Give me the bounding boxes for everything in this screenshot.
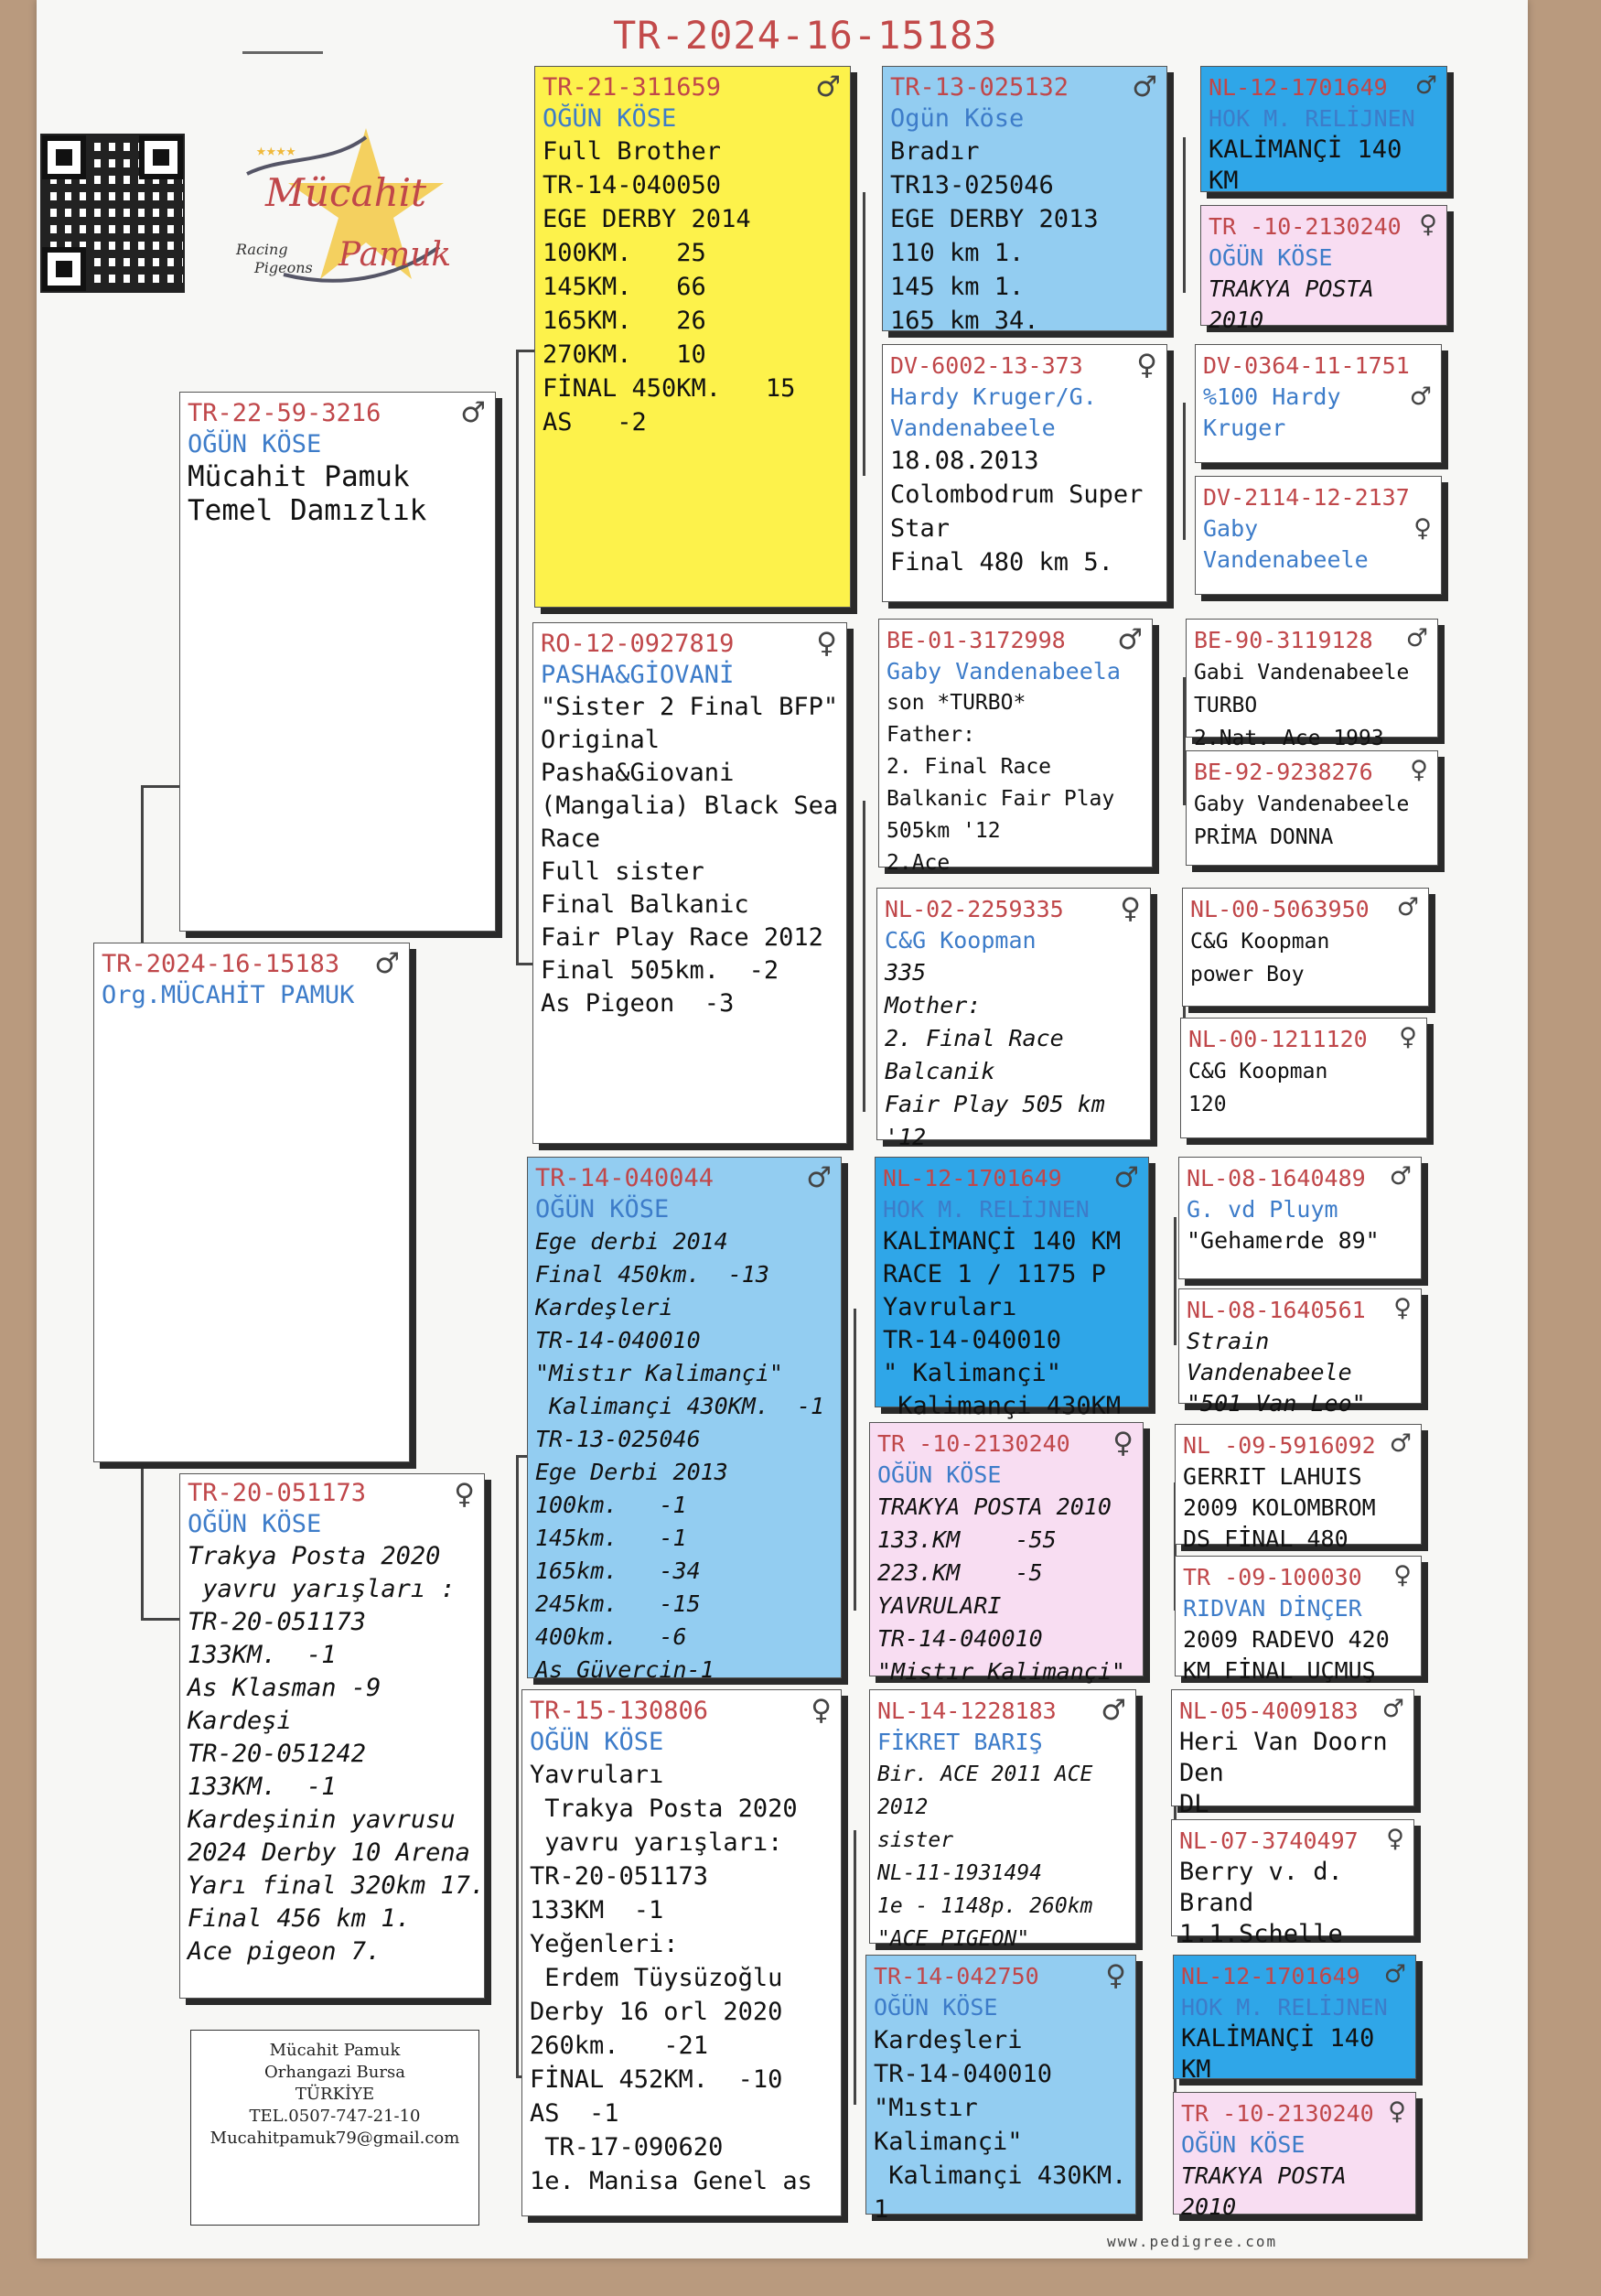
pigeon-line: Pasha&Giovani (541, 759, 735, 787)
ring-number: TR -10-2130240 (1181, 2100, 1374, 2127)
pigeon-card-dam-sire (527, 1157, 842, 1683)
connector (516, 1455, 519, 2077)
ring-number: NL-08-1640561 (1187, 1297, 1366, 1323)
male-symbol-icon: ♂ (1117, 623, 1143, 656)
pigeon-line: KALİMANÇİ 140 (1181, 2024, 1375, 2053)
pigeon-line: KM FİNAL UÇMUŞ (1183, 1657, 1376, 1684)
pigeon-line: Star (890, 514, 951, 543)
pigeon-line: Gabi Vandenabeele (1194, 661, 1410, 684)
pigeon-line: Kardeşleri (874, 2026, 1023, 2054)
pigeon-line: TR-14-040010 (874, 2060, 1053, 2088)
connector (1183, 403, 1186, 540)
pigeon-line: Kalimançi" (874, 2128, 1023, 2156)
pigeon-line: 133KM -1 (530, 1896, 664, 1924)
male-symbol-icon: ♂ (1389, 1429, 1412, 1458)
pigeon-card-sssd (1200, 205, 1447, 333)
pigeon-line: 18.08.2013 (890, 447, 1039, 475)
connector (141, 1618, 179, 1621)
pigeon-line: Bradır (890, 137, 980, 166)
pigeon-card-dsd (869, 1422, 1144, 1685)
owner-name: PASHA&GİOVANİ (541, 661, 735, 689)
pigeon-line: "ACE PIGEON" (877, 1927, 1030, 1951)
ring-number: NL-05-4009183 (1179, 1698, 1359, 1724)
contact-line: Mücahit Pamuk (269, 2041, 401, 2060)
female-symbol-icon: ♀ (1105, 1959, 1126, 1992)
pigeon-line: TR-14-040010 (877, 1625, 1043, 1652)
ring-number: TR-21-311659 (543, 73, 722, 102)
pigeon-card-ssss (1200, 66, 1447, 195)
svg-text:★★★★: ★★★★ (256, 141, 296, 160)
pigeon-line: Balkanic Fair Play (886, 787, 1115, 811)
pigeon-line: Yarı final 320km 17. (188, 1871, 486, 1900)
female-symbol-icon: ♀ (1120, 892, 1141, 925)
owner-name: Org.MÜCAHİT PAMUK (102, 981, 355, 1009)
pigeon-line: TR-14-040010 (535, 1327, 701, 1353)
owner-name: OĞÜN KÖSE (535, 1195, 670, 1223)
female-symbol-icon: ♀ (1393, 1561, 1412, 1590)
female-symbol-icon: ♀ (1136, 349, 1157, 382)
owner-name: Gaby Vandenabeela (886, 658, 1121, 684)
pigeon-card-sdds (1182, 888, 1429, 1007)
male-symbol-icon: ♂ (1405, 624, 1428, 652)
pigeon-line: 110 km 1. (890, 239, 1025, 267)
pigeon-card-dsss (1178, 1157, 1422, 1279)
pigeon-line: 1e - 1148p. 260km (877, 1894, 1093, 1918)
pigeon-line: EGE DERBY 2013 (890, 205, 1099, 233)
connector (863, 801, 865, 1112)
pigeon-line: Final 505km. -2 (541, 956, 779, 985)
pigeon-line: Heri Van Doorn (1179, 1728, 1388, 1756)
ring-number: NL -09-5916092 (1183, 1432, 1376, 1459)
owner-name: %100 Hardy Kruger (1203, 383, 1341, 441)
pigeon-line: Gaby Vandenabeele (1194, 792, 1410, 816)
pigeon-line: 223.KM -5 (877, 1559, 1043, 1586)
pigeon-card-ddd (865, 1955, 1136, 2224)
pigeon-line: C&G Koopman (1188, 1060, 1328, 1083)
ring-number: TR-13-025132 (890, 73, 1069, 102)
contact-line: TEL.0507-747-21-10 (249, 2107, 421, 2126)
pigeon-line: Vandenabeele (1187, 1359, 1352, 1385)
pigeon-line: (Mangalia) Black Sea (541, 792, 839, 820)
pigeon-line: 2.Ace (886, 851, 951, 875)
pigeon-line: RACE 1 / 1175 P (883, 1260, 1106, 1288)
pigeon-line: Strain (1187, 1328, 1270, 1354)
logo-script: Mücahit (265, 170, 426, 215)
pigeon-line: son *TURBO* (886, 691, 1026, 715)
pigeon-card-ddsd (1171, 1819, 1414, 1948)
owner-name: OĞÜN KÖSE (188, 1510, 322, 1538)
pigeon-line: TR-13-025046 (535, 1426, 701, 1452)
male-symbol-icon: ♂ (374, 947, 400, 980)
ring-number: TR -09-100030 (1183, 1564, 1362, 1590)
owner-name: OĞÜN KÖSE (530, 1728, 664, 1756)
female-symbol-icon: ♀ (1388, 2097, 1406, 2126)
pigeon-line: Ace pigeon 7. (188, 1937, 381, 1966)
top-dash (242, 51, 323, 54)
pigeon-line: Temel Damızlık (188, 494, 427, 527)
pigeon-line: Kalimançi 430KM (883, 1392, 1122, 1420)
male-symbol-icon: ♂ (1389, 1162, 1412, 1191)
pigeon-line: yavru yarışları : (188, 1575, 456, 1603)
pigeon-line: "Gehamerde 89" (1187, 1227, 1380, 1254)
owner-name: OĞÜN KÖSE (1209, 244, 1333, 271)
connector (1174, 1217, 1177, 1345)
pigeon-line: 1.1.Schelle (1179, 1920, 1343, 1948)
female-symbol-icon: ♀ (1386, 1825, 1404, 1853)
pigeon-card-subject (93, 943, 410, 1462)
pigeon-line: " Kalimançi" (883, 1359, 1062, 1387)
ring-number: NL-08-1640489 (1187, 1165, 1366, 1191)
pigeon-line: TR-14-040050 (543, 171, 722, 199)
female-symbol-icon: ♀ (1419, 210, 1437, 239)
pigeon-line: Final 450km. -13 (535, 1261, 769, 1288)
ring-number: BE-92-9238276 (1194, 759, 1373, 785)
pigeon-line: FİNAL 450KM. 15 (543, 374, 796, 403)
pigeon-line: FİNAL 452KM. -10 (530, 2065, 783, 2094)
male-symbol-icon: ♂ (1414, 71, 1437, 100)
pigeon-line: '12 (885, 1124, 927, 1150)
pigeon-card-sss (882, 66, 1167, 335)
ring-number: TR-15-130806 (530, 1697, 709, 1725)
pigeon-line: Den (1179, 1759, 1224, 1787)
pigeon-card-ssdd (1195, 476, 1442, 595)
pigeon-line: Kalimançi 430KM. -1 (535, 1393, 825, 1419)
pigeon-line: TR-20-051173 (530, 1862, 709, 1891)
female-symbol-icon: ♀ (811, 1694, 832, 1727)
ring-number: TR-20-051173 (188, 1479, 367, 1507)
pigeon-line: 120 (1188, 1093, 1227, 1116)
pigeon-card-sire-sire (534, 66, 851, 608)
pigeon-line: 145KM. 66 (543, 273, 706, 301)
pigeon-line: Trakya Posta 2020 (188, 1542, 441, 1570)
ring-number: BE-90-3119128 (1194, 627, 1373, 653)
pigeon-line: KM (1209, 167, 1239, 195)
female-symbol-icon: ♀ (1112, 1427, 1134, 1460)
pigeon-line: Balcanik (885, 1058, 995, 1084)
connector (1183, 137, 1186, 293)
pigeon-line: YAVRULARI (877, 1592, 1002, 1619)
pigeon-line: TR-14-040010 (883, 1326, 1062, 1354)
owner-name: Ogün Köse (890, 104, 1025, 133)
pigeon-line: Derby 16 orl 2020 (530, 1998, 783, 2026)
pigeon-line: "Mistır Kalimançi" (535, 1360, 783, 1386)
pigeon-line: Berry v. d. (1179, 1858, 1343, 1886)
pigeon-line: As Klasman -9 (188, 1674, 381, 1702)
pigeon-line: 2.Nat. Ace 1993 (1194, 727, 1384, 750)
pigeon-card-sire (179, 392, 496, 932)
pigeon-line: Original (541, 726, 661, 754)
contact-line: Mucahitpamuk79@gmail.com (210, 2129, 460, 2148)
pigeon-line: Mother: (885, 992, 982, 1019)
owner-name: Gaby Vandenabeele (1203, 515, 1369, 573)
pigeon-line: TRAKYA POSTA 2010 (877, 1493, 1112, 1520)
pigeon-line: 100KM. 25 (543, 239, 706, 267)
pigeon-line: As Pigeon -3 (541, 989, 735, 1018)
pigeon-line: EGE DERBY 2014 (543, 205, 751, 233)
pigeon-line: Ege derbi 2014 (535, 1228, 728, 1255)
pigeon-line: 2009 RADEVO 420 (1183, 1626, 1390, 1653)
logo-brand: Pamuk (338, 236, 452, 274)
pigeon-line: TR-17-090620 (530, 2133, 724, 2161)
female-symbol-icon: ♀ (1410, 756, 1428, 784)
female-symbol-icon: ♀ (1393, 1294, 1412, 1322)
pigeon-line: 1 (874, 2195, 889, 2224)
pigeon-line: 2010 (1209, 307, 1264, 333)
connector (854, 1309, 856, 1611)
pigeon-line: GERRIT LAHUIS (1183, 1463, 1362, 1490)
ring-number: NL-12-1701649 (1181, 1963, 1360, 1989)
logo-sub2: Pigeons (254, 259, 313, 276)
ring-number: TR-14-042750 (874, 1963, 1039, 1989)
pigeon-card-sddd (1180, 1018, 1427, 1138)
pigeon-line: Kardeşi (188, 1707, 292, 1735)
pigeon-line: PRİMA DONNA (1194, 825, 1334, 849)
pigeon-card-dam-dam (521, 1689, 842, 2216)
pigeon-line: 165 km 34. (890, 307, 1039, 335)
pigeon-card-sire-dam (532, 622, 847, 1144)
pigeon-line: Mücahit Pamuk (188, 460, 410, 493)
pigeon-line: AS -2 (543, 408, 647, 437)
pigeon-card-ddds (1173, 1955, 1416, 2084)
pigeon-card-sds (878, 619, 1153, 875)
pigeon-line: 165KM. 26 (543, 307, 706, 335)
pigeon-card-dsds (1175, 1424, 1422, 1552)
ring-number: NL-02-2259335 (885, 896, 1064, 922)
male-symbol-icon: ♂ (1383, 1960, 1406, 1989)
pigeon-line: 133.KM -55 (877, 1526, 1057, 1553)
contact-box (190, 2030, 479, 2226)
pigeon-card-dam (179, 1473, 485, 1999)
pigeon-line: TR13-025046 (890, 171, 1054, 199)
ring-number: NL-12-1701649 (883, 1165, 1062, 1191)
pigeon-line: KALİMANÇİ 140 (1209, 135, 1402, 164)
pigeon-line: DL (1179, 1790, 1209, 1818)
owner-name: Hardy Kruger/G. Vandenabeele (890, 383, 1097, 441)
owner-name: OĞÜN KÖSE (877, 1461, 1002, 1488)
pigeon-line: 165km. -34 (535, 1558, 701, 1584)
connector (854, 1830, 856, 2105)
male-symbol-icon: ♂ (1409, 383, 1432, 411)
male-symbol-icon: ♂ (1132, 70, 1157, 103)
pigeon-line: TURBO (1194, 694, 1258, 717)
pigeon-line: TR-20-051173 (188, 1608, 367, 1636)
pigeon-card-ssds (1195, 344, 1442, 463)
ring-number: NL-00-5063950 (1190, 896, 1370, 922)
connector (516, 350, 536, 352)
pigeon-line: Final Balkanic (541, 890, 749, 919)
owner-name: OĞÜN KÖSE (188, 430, 322, 458)
ring-number: NL-00-1211120 (1188, 1026, 1368, 1052)
ring-number: BE-01-3172998 (886, 627, 1066, 653)
male-symbol-icon: ♂ (1101, 1694, 1126, 1727)
owner-name: OĞÜN KÖSE (1181, 2131, 1306, 2158)
pigeon-line: 133KM. -1 (188, 1641, 337, 1669)
pigeon-line: 400km. -6 (535, 1623, 687, 1650)
male-symbol-icon: ♂ (1396, 893, 1419, 922)
male-symbol-icon: ♂ (815, 70, 841, 103)
pigeon-card-sdd (876, 888, 1151, 1150)
ring-number: NL-14-1228183 (877, 1698, 1057, 1724)
pigeon-line: Erdem Tüysüzoğlu (530, 1964, 783, 1992)
pigeon-line: 133KM. -1 (188, 1773, 337, 1801)
pigeon-line: Kardeşinin yavrusu (188, 1806, 456, 1834)
owner-name: OĞÜN KÖSE (874, 1994, 998, 2021)
pigeon-card-dssd (1178, 1288, 1422, 1417)
pigeon-line: TRAKYA POSTA (1209, 275, 1374, 302)
male-symbol-icon: ♂ (1381, 1695, 1404, 1723)
pigeon-line: 145km. -1 (535, 1525, 687, 1551)
pigeon-line: 100km. -1 (535, 1492, 687, 1518)
ring-number: TR -10-2130240 (1209, 213, 1402, 240)
logo (229, 119, 457, 302)
pigeon-line: Bir. ACE 2011 ACE (877, 1762, 1093, 1786)
pigeon-card-dddd (1173, 2092, 1416, 2220)
pigeon-line: 260km. -21 (530, 2032, 709, 2060)
footer-url: www.pedigree.com (1107, 2233, 1278, 2250)
logo-sub1: Racing (236, 241, 288, 258)
contact-line: Orhangazi Bursa (264, 2063, 405, 2082)
pigeon-line: TR-20-051242 (188, 1740, 367, 1768)
pigeon-line: As Güvercin-1 (535, 1656, 715, 1683)
pigeon-line: Ege Derbi 2013 (535, 1459, 728, 1485)
pigeon-line: DS FİNAL 480 (1183, 1525, 1348, 1552)
pigeon-line: 335 (885, 959, 927, 986)
connector (141, 1455, 144, 1620)
ring-number: TR-14-040044 (535, 1164, 715, 1192)
male-symbol-icon: ♂ (460, 396, 486, 429)
owner-name: RIDVAN DİNÇER (1183, 1595, 1362, 1622)
pigeon-line: Yeğenleri: (530, 1930, 679, 1958)
pigeon-line: NL-11-1931494 (877, 1861, 1043, 1885)
pigeon-line: Yavruları (530, 1761, 664, 1789)
pigeon-line: 505km '12 (886, 819, 1001, 843)
pigeon-line: sister (877, 1828, 954, 1852)
ring-number: DV-6002-13-373 (890, 352, 1083, 379)
pigeon-card-ddss (1171, 1689, 1414, 1818)
pigeon-card-dss (875, 1157, 1149, 1420)
pigeon-line: KALİMANÇİ 140 KM (883, 1227, 1122, 1256)
ring-number: DV-0364-11-1751 (1203, 352, 1410, 379)
pigeon-card-dds (869, 1689, 1136, 1951)
pigeon-line: Fair Play 505 km (885, 1091, 1105, 1117)
pigeon-line: 145 km 1. (890, 273, 1025, 301)
pigeon-card-ssd (882, 344, 1167, 602)
pigeon-line: KM (1181, 2055, 1211, 2084)
pigeon-line: 1e. Manisa Genel as (530, 2167, 812, 2195)
pigeon-line: Final 456 km 1. (188, 1904, 411, 1933)
connector (141, 785, 179, 788)
pigeon-line: Trakya Posta 2020 (530, 1795, 798, 1823)
ring-number: NL-07-3740497 (1179, 1827, 1359, 1854)
pigeon-line: "Sister 2 Final BFP" (541, 693, 839, 721)
ring-number: TR -10-2130240 (877, 1430, 1070, 1457)
pigeon-line: 2009 KOLOMBROM (1183, 1494, 1376, 1521)
pigeon-line: AS -1 (530, 2099, 619, 2128)
pigeon-line: 2. Final Race (886, 755, 1052, 779)
pigeon-line: Race (541, 825, 601, 853)
pigeon-line: Kardeşleri (535, 1294, 673, 1320)
pigeon-line: 245km. -15 (535, 1590, 701, 1617)
page-title: TR-2024-16-15183 (613, 13, 998, 58)
owner-name: C&G Koopman (885, 927, 1037, 954)
connector (516, 350, 519, 965)
female-symbol-icon: ♀ (454, 1478, 475, 1511)
ring-number: DV-2114-12-2137 (1203, 484, 1410, 511)
pigeon-line: Yavruları (883, 1293, 1017, 1321)
owner-name: FİKRET BARIŞ (877, 1729, 1043, 1755)
pigeon-line: C&G Koopman (1190, 930, 1330, 954)
connector (863, 192, 865, 476)
qr-code-icon (40, 134, 185, 293)
pigeon-line: TRAKYA POSTA (1181, 2162, 1347, 2189)
pigeon-line: 2010 (1181, 2194, 1237, 2220)
female-symbol-icon: ♀ (816, 627, 837, 660)
pigeon-line: Father: (886, 723, 975, 747)
pigeon-line: Full sister (541, 857, 704, 886)
ring-number: TR-2024-16-15183 (102, 950, 340, 978)
pigeon-line: "501 Van Leo" (1187, 1390, 1366, 1417)
connector (141, 785, 144, 968)
male-symbol-icon: ♂ (1113, 1161, 1139, 1194)
pigeon-line: Brand (1179, 1889, 1254, 1917)
owner-name: G. vd Pluym (1187, 1196, 1338, 1223)
pigeon-line: yavru yarışları: (530, 1828, 783, 1857)
owner-name: OĞÜN KÖSE (543, 104, 677, 133)
pigeon-line: Colombodrum Super (890, 480, 1144, 509)
ring-number: RO-12-0927819 (541, 630, 735, 658)
pigeon-line: "Mistır Kalimançi" (877, 1658, 1125, 1685)
female-symbol-icon: ♀ (1399, 1023, 1417, 1051)
owner-name: HOK M. RELİJNEN (883, 1196, 1090, 1223)
pigeon-line: Final 480 km 5. (890, 548, 1113, 577)
ring-number: TR-22-59-3216 (188, 399, 381, 427)
pigeon-line: Full Brother (543, 137, 722, 166)
pigeon-line: 2024 Derby 10 Arena (188, 1838, 470, 1867)
ring-number: NL-12-1701649 (1209, 74, 1388, 101)
pigeon-line: 270KM. 10 (543, 340, 706, 369)
pigeon-card-sdss (1186, 619, 1438, 750)
pigeon-card-sdsd (1186, 750, 1438, 866)
pigeon-line: 2. Final Race (885, 1025, 1064, 1051)
owner-name: HOK M. RELİJNEN (1181, 1994, 1388, 2021)
contact-line: TÜRKİYE (295, 2085, 375, 2104)
pigeon-line: Kalimançi 430KM. (874, 2161, 1127, 2190)
pigeon-line: 2012 (877, 1795, 929, 1819)
male-symbol-icon: ♂ (806, 1161, 832, 1194)
female-symbol-icon: ♀ (1413, 514, 1432, 543)
pigeon-card-dsdd (1175, 1556, 1422, 1684)
pigeon-line: power Boy (1190, 963, 1305, 986)
pigeon-line: "Mıstır (874, 2094, 978, 2122)
pigeon-line: Fair Play Race 2012 (541, 923, 823, 952)
owner-name: HOK M. RELİJNEN (1209, 105, 1415, 132)
